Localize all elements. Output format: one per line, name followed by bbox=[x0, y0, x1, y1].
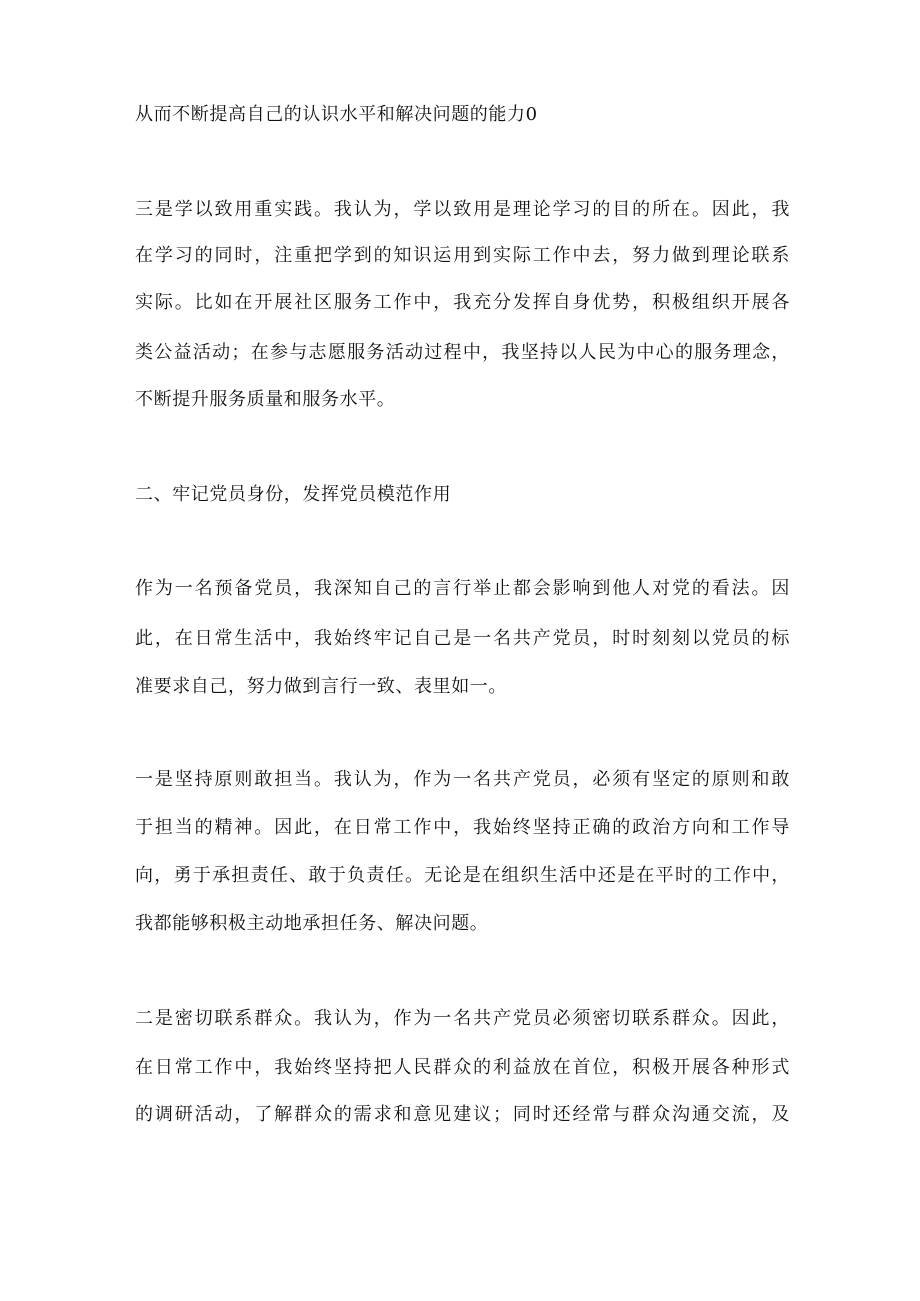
paragraph-line: 此，在日常生活中，我始终牢记自己是一名共产党员，时时刻刻以党员的标 bbox=[135, 628, 790, 649]
paragraph-line: 向，勇于承担责任、敢于负责任。无论是在组织生活中还是在平时的工作中， bbox=[135, 865, 790, 886]
paragraph-line: 我都能够积极主动地承担任务、解决问题。 bbox=[135, 913, 489, 934]
paragraph-line: 类公益活动；在参与志愿服务活动过程中，我坚持以人民为中心的服务理念， bbox=[135, 342, 790, 363]
paragraph-line: 实际。比如在开展社区服务工作中，我充分发挥自身优势，积极组织开展各 bbox=[135, 292, 790, 313]
paragraph-line: 于担当的精神。因此，在日常工作中，我始终坚持正确的政治方向和工作导 bbox=[135, 817, 790, 838]
section-heading: 二、牢记党员身份，发挥党员模范作用 bbox=[135, 484, 452, 505]
paragraph-line: 在日常工作中，我始终坚持把人民群众的利益放在首位，积极开展各种形式 bbox=[135, 1057, 790, 1078]
paragraph-line: 准要求自己，努力做到言行一致、表里如一。 bbox=[135, 676, 507, 697]
paragraph-line: 不断提升服务质量和服务水平。 bbox=[135, 389, 396, 410]
paragraph-line: 三是学以致用重实践。我认为，学以致用是理论学习的目的所在。因此，我 bbox=[135, 199, 790, 220]
paragraph-line: 的调研活动，了解群众的需求和意见建议；同时还经常与群众沟通交流，及 bbox=[135, 1104, 790, 1125]
paragraph-line: 在学习的同时，注重把学到的知识运用到实际工作中去，努力做到理论联系 bbox=[135, 245, 790, 266]
paragraph-line: 作为一名预备党员，我深知自己的言行举止都会影响到他人对党的看法。因 bbox=[135, 578, 790, 599]
paragraph-line: 二是密切联系群众。我认为，作为一名共产党员必须密切联系群众。因此， bbox=[135, 1008, 790, 1029]
paragraph-line: 从而不断提高自己的认识水平和解决问题的能力0 bbox=[135, 104, 538, 125]
paragraph-line: 一是坚持原则敢担当。我认为，作为一名共产党员，必须有坚定的原则和敢 bbox=[135, 769, 790, 790]
